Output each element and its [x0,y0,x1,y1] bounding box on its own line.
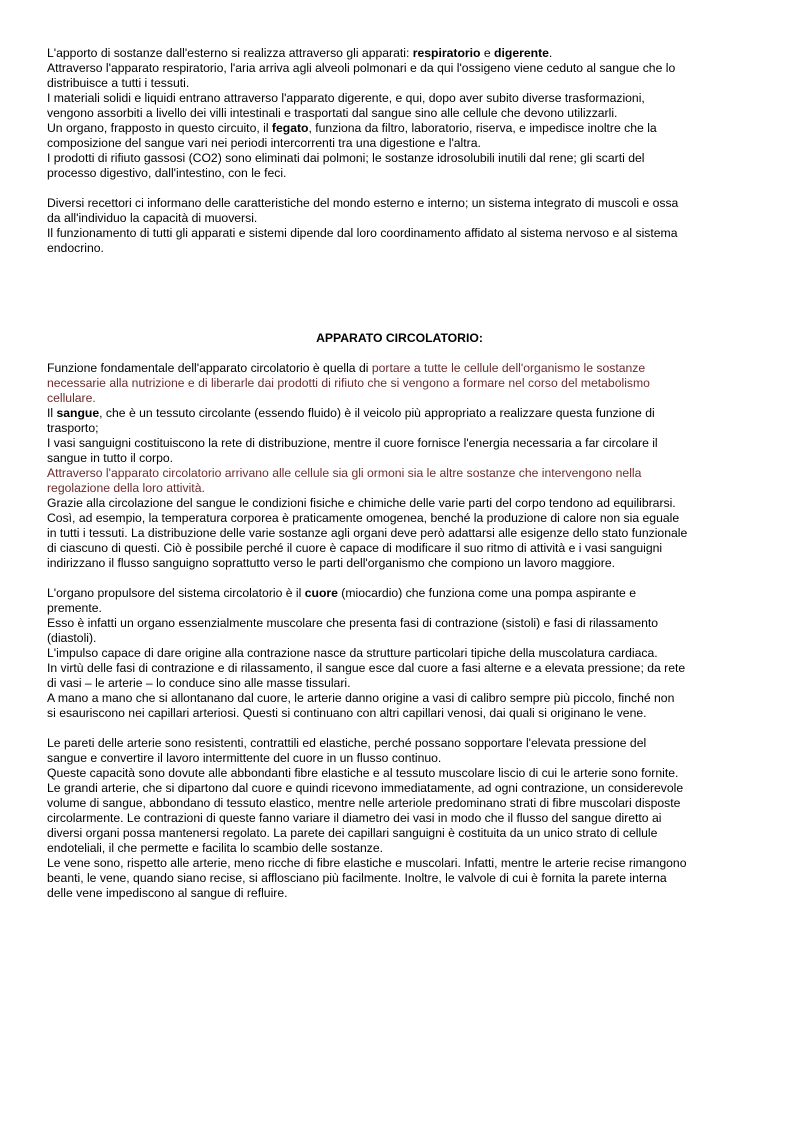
body-line [47,511,752,526]
text-run: beanti, le vene, quando siano recise, si afflosciano più facilmente. Inoltre, le valvole di cui è fornita la parete interna [47,871,667,885]
body-line [47,391,752,406]
intro-line [47,91,752,106]
highlighted-text: regolazione della loro attività. [47,481,205,495]
bold-term: digerente [494,46,549,60]
intro-line [47,226,752,241]
text-run: sangue in tutto il corpo. [47,451,174,465]
highlighted-text: cellulare. [47,391,96,405]
intro-line [47,211,752,226]
body-line [47,586,752,601]
text-run: circolarmente. Le contrazioni di queste fanno variare il diametro dei vasi in modo che il flusso del sangue diretto ai [47,811,662,825]
body-line [47,676,752,691]
text-run: si esauriscono nei capillari arteriosi. Questi si continuano con altri capillari venosi, dai quali si originano le vene. [47,706,647,720]
body-line [47,661,752,676]
text-run: in tutti i tessuti. La distribuzione delle varie sostanze agli organi deve però adattarsi alle esigenze dello stato funzionale [47,526,688,540]
body-line [47,841,752,856]
text-run: Un organo, frapposto in questo circuito, il [47,121,272,135]
document-page [47,46,752,901]
text-run: A mano a mano che si allontanano dal cuore, le arterie danno origine a vasi di calibro sempre più piccolo, finché non [47,691,675,705]
text-run: I prodotti di rifiuto gassosi (CO2) sono eliminati dai polmoni; le sostanze idrosolubili inutili dal rene; gli scarti del [47,151,645,165]
body-line [47,796,752,811]
text-run: Il [47,406,57,420]
body-line [47,556,752,571]
text-run: In virtù delle fasi di contrazione e di rilassamento, il sangue esce dal cuore a fasi alterne e a elevata pressione; da rete [47,661,686,675]
intro-line [47,136,752,151]
section-spacer [47,256,752,331]
bold-term: sangue [56,406,100,420]
text-run: . [548,46,553,60]
text-run: diversi organi possa mantenersi regolato. La parete dei capillari sanguigni è costituita da un unico strato di cellule [47,826,658,840]
intro-section [47,46,752,256]
body-line [47,751,752,766]
bold-term: respiratorio [412,46,481,60]
text-run: I vasi sanguigni costituiscono la rete di distribuzione, mentre il cuore fornisce l'energia necessaria a far circolare il [47,436,658,450]
text-run: di ciascuno di questi. Ciò è possibile perché il cuore è capace di modificare il suo ritmo di attività e i vasi sanguigni [47,541,663,555]
text-run: trasporto; [47,421,99,435]
circulatory-section [47,361,752,901]
blank-line [47,571,752,586]
text-run: Le grandi arterie, che si dipartono dal cuore e quindi ricevono immediatamente, ad ogni contrazione, un considerevole [47,781,684,795]
body-line [47,811,752,826]
highlighted-text: portare a tutte le cellule dell'organismo le sostanze [371,361,646,375]
text-run: Funzione fondamentale dell'apparato circolatorio è quella di [47,361,372,375]
bold-term: fegato [271,121,309,135]
body-line [47,646,752,661]
body-line [47,766,752,781]
highlighted-text: Attraverso l'apparato circolatorio arrivano alle cellule sia gli ormoni sia le altre sostanze che intervengono nella [47,466,642,480]
text-run: L'apporto di sostanze dall'esterno si realizza attraverso gli apparati: [47,46,413,60]
body-line [47,886,752,901]
text-run: (miocardio) che funziona come una pompa aspirante e [337,586,637,600]
intro-line [47,196,752,211]
intro-line [47,76,752,91]
text-run: endoteliali, il che permette e facilita lo scambio delle sostanze. [47,841,384,855]
blank-line [47,721,752,736]
text-run: Diversi recettori ci informano delle caratteristiche del mondo esterno e interno; un sistema integrato di muscoli e ossa [47,196,679,210]
text-run: , che è un tessuto circolante (essendo fluido) è il veicolo più appropriato a realizzare questa funzione di [99,406,655,420]
text-run: composizione del sangue vari nei periodi intercorrenti tra una digestione e l'altra. [47,136,481,150]
text-run: L'organo propulsore del sistema circolatorio è il [47,586,305,600]
body-line [47,736,752,751]
text-run: delle vene impediscono al sangue di refluire. [47,886,288,900]
text-run: Esso è infatti un organo essenzialmente muscolare che presenta fasi di contrazione (sistoli) e fasi di rilassamento [47,616,659,630]
text-run: , funziona da filtro, laboratorio, riserva, e impedisce inoltre che la [308,121,657,135]
text-run: endocrino. [47,241,104,255]
text-run: vengono assorbiti a livello dei villi intestinali e trasportati dal sangue sino alle cellule che devono utilizzarli. [47,106,618,120]
body-line [47,601,752,616]
intro-line [47,121,752,136]
body-line [47,856,752,871]
bold-term: cuore [304,586,338,600]
body-line [47,616,752,631]
body-line [47,526,752,541]
text-run: volume di sangue, abbondano di tessuto elastico, mentre nelle arteriole predominano strati di fibre muscolari disposte [47,796,681,810]
intro-line [47,241,752,256]
body-line [47,466,752,481]
text-run: Le pareti delle arterie sono resistenti, contrattili ed elastiche, perché possano sopportare l'elevata pressione del [47,736,647,750]
body-line [47,436,752,451]
body-line [47,541,752,556]
body-line [47,376,752,391]
text-run: Le vene sono, rispetto alle arterie, meno ricche di fibre elastiche e muscolari. Infatti, mentre le arterie recise rimangono [47,856,687,870]
text-run: Grazie alla circolazione del sangue le condizioni fisiche e chimiche delle varie parti del corpo tendono ad equilibrarsi. [47,496,676,510]
text-run: Il funzionamento di tutti gli apparati e sistemi dipende dal loro coordinamento affidato al sistema nervoso e al sistema [47,226,678,240]
text-run: Queste capacità sono dovute alle abbondanti fibre elastiche e al tessuto muscolare liscio di cui le arterie sono fornite. [47,766,679,780]
highlighted-text: necessarie alla nutrizione e di liberarle dai prodotti di rifiuto che si vengono a formare nel corso del metabolismo [47,376,650,390]
body-line [47,706,752,721]
text-run: processo digestivo, dall'intestino, con le feci. [47,166,287,180]
text-run: indirizzano il flusso sanguigno soprattutto verso le parti dell'organismo che compiono un lavoro maggiore. [47,556,616,570]
text-run: distribuisce a tutti i tessuti. [47,76,190,90]
body-line [47,481,752,496]
body-line [47,451,752,466]
text-run: I materiali solidi e liquidi entrano attraverso l'apparato digerente, e qui, dopo aver subito diverse trasformazioni, [47,91,645,105]
text-run: e [480,46,495,60]
text-run: Attraverso l'apparato respiratorio, l'aria arriva agli alveoli polmonari e da qui l'ossigeno viene ceduto al sangue che lo [47,61,676,75]
body-line [47,361,752,376]
body-line [47,871,752,886]
intro-line [47,106,752,121]
text-run: premente. [47,601,102,615]
blank-line [47,181,752,196]
body-line [47,691,752,706]
intro-line [47,151,752,166]
section-heading: APPARATO CIRCOLATORIO: [316,331,483,345]
intro-line [47,46,752,61]
intro-line [47,61,752,76]
intro-line [47,166,752,181]
body-line [47,496,752,511]
text-run: sangue e convertire il lavoro intermittente del cuore in un flusso continuo. [47,751,442,765]
blank-line [47,346,752,361]
text-run: L'impulso capace di dare origine alla contrazione nasce da strutture particolari tipiche della muscolatura cardiaca. [47,646,658,660]
text-run: Così, ad esempio, la temperatura corporea è praticamente omogenea, benché la produzione di calore non sia eguale [47,511,680,525]
body-line [47,631,752,646]
text-run: di vasi – le arterie – lo conduce sino alle masse tissulari. [47,676,351,690]
body-line [47,781,752,796]
body-line [47,826,752,841]
body-line [47,421,752,436]
text-run: (diastoli). [47,631,97,645]
body-line [47,406,752,421]
text-run: da all'individuo la capacità di muoversi. [47,211,258,225]
